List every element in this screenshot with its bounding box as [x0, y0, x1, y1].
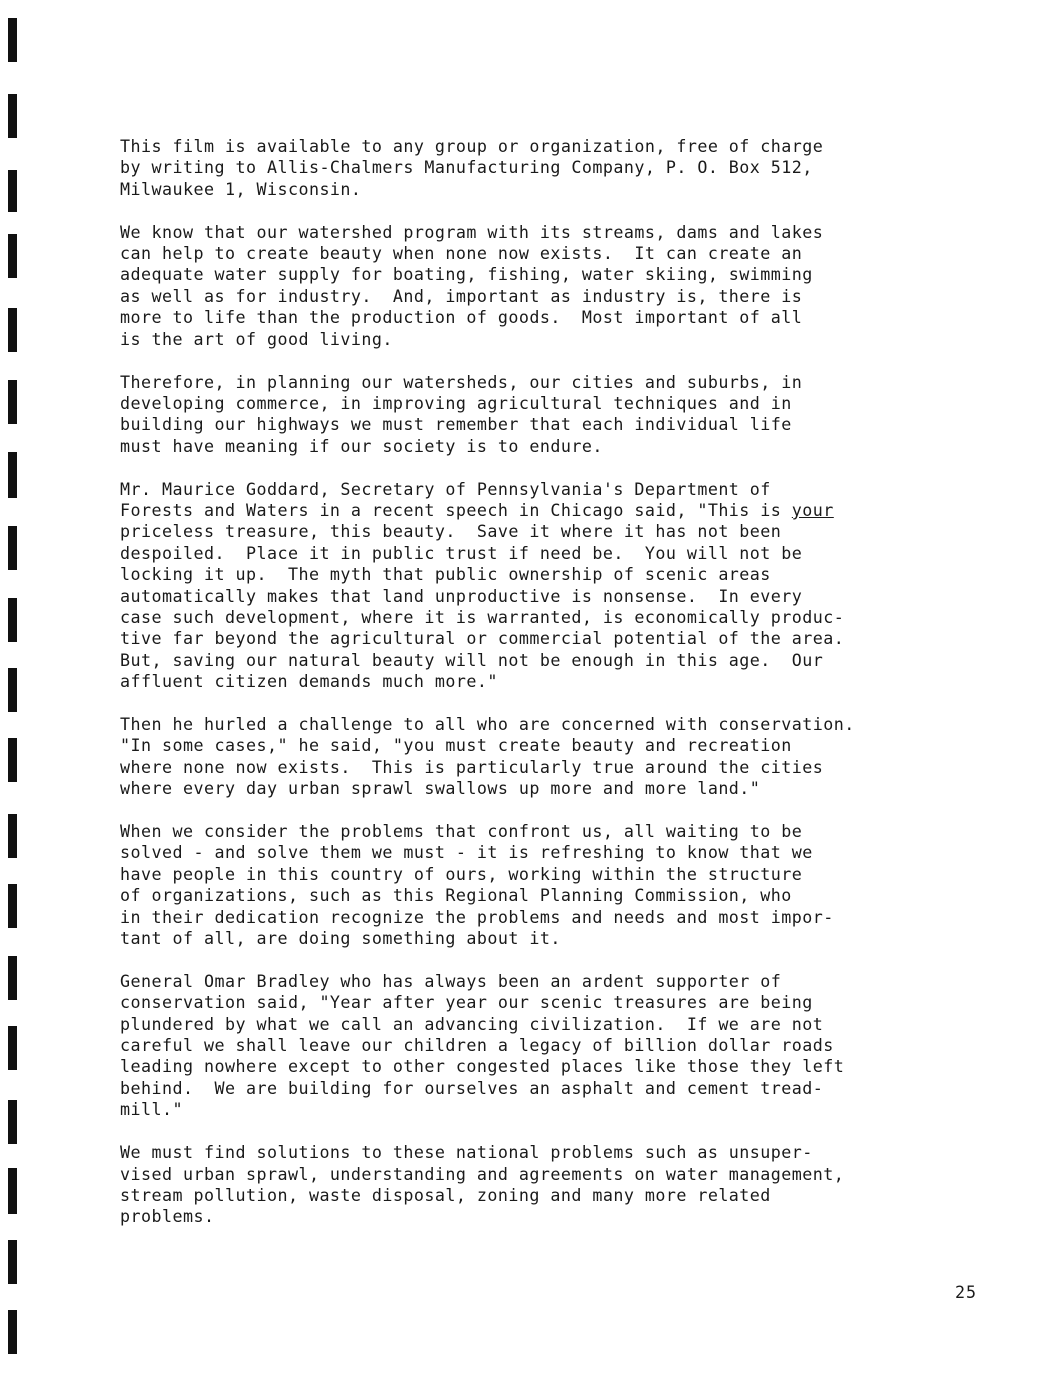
- text-line: When we consider the problems that confront us, all waiting to be: [120, 821, 803, 842]
- text-line: But, saving our natural beauty will not be enough in this age. Our: [120, 649, 824, 670]
- text-line: vised urban sprawl, understanding and agreements on water management,: [120, 1163, 845, 1184]
- text-line: We must find solutions to these national problems such as unsuper-: [120, 1142, 813, 1163]
- text-line: tant of all, are doing something about it.: [120, 928, 561, 948]
- text-line: tive far beyond the agricultural or commercial potential of the area.: [120, 628, 845, 649]
- text-line: as well as for industry. And, important as industry is, there is: [120, 285, 803, 306]
- binding-mark: [8, 668, 17, 712]
- text-line: Mr. Maurice Goddard, Secretary of Pennsylvania's Department of: [120, 478, 771, 499]
- text-line: We know that our watershed program with its streams, dams and lakes: [120, 221, 824, 242]
- paragraph-challenge: [120, 714, 1000, 800]
- text-line: Then he hurled a challenge to all who are concerned with conservation.: [120, 713, 855, 734]
- text-line: building our highways we must remember that each individual life: [120, 414, 792, 435]
- text-line: in their dedication recognize the problems and needs and most impor-: [120, 906, 834, 927]
- binding-mark: [8, 1240, 17, 1284]
- text-line: more to life than the production of goods. Most important of all: [120, 307, 803, 328]
- text-line: adequate water supply for boating, fishing, water skiing, swimming: [120, 264, 813, 285]
- binding-mark: [8, 526, 17, 570]
- text-segment: Forests and Waters in a recent speech in Chicago said, "This is: [120, 499, 792, 520]
- paragraph-goddard-quote: [120, 479, 1000, 693]
- text-line: This film is available to any group or organization, free of charge: [120, 136, 824, 156]
- binding-mark: [8, 452, 17, 498]
- text-line: careful we shall leave our children a legacy of billion dollar roads: [120, 1035, 834, 1056]
- binding-mark: [8, 738, 17, 782]
- text-line: despoiled. Place it in public trust if need be. You will not be: [120, 542, 803, 563]
- page-content: [120, 136, 1000, 1249]
- binding-mark: [8, 814, 17, 858]
- binding-mark: [8, 18, 17, 62]
- text-line: where none now exists. This is particularly true around the cities: [120, 756, 824, 777]
- binding-mark: [8, 234, 17, 278]
- paragraph-solutions: [120, 1142, 1000, 1228]
- text-line: have people in this country of ours, working within the structure: [120, 863, 803, 884]
- paragraph-bradley-quote: [120, 971, 1000, 1121]
- text-line: plundered by what we call an advancing civilization. If we are not: [120, 1013, 824, 1034]
- binding-mark: [8, 1026, 17, 1070]
- text-line: is the art of good living.: [120, 328, 393, 349]
- text-line: automatically makes that land unproductive is nonsense. In every: [120, 585, 803, 606]
- text-line: behind. We are building for ourselves an asphalt and cement tread-: [120, 1077, 824, 1098]
- paragraph-watershed-program: [120, 222, 1000, 350]
- paragraph-problems: [120, 821, 1000, 949]
- text-line: problems.: [120, 1206, 215, 1227]
- underlined-word: your: [791, 499, 834, 520]
- text-line: leading nowhere except to other congested places like those they left: [120, 1056, 845, 1077]
- binding-mark: [8, 170, 17, 212]
- binding-mark: [8, 94, 17, 138]
- binding-mark: [8, 884, 17, 928]
- text-line: Therefore, in planning our watersheds, our cities and suburbs, in: [120, 371, 803, 392]
- text-line: case such development, where it is warranted, is economically produc-: [120, 606, 845, 627]
- binding-mark: [8, 598, 17, 642]
- text-line: where every day urban sprawl swallows up more and more land.": [120, 778, 761, 799]
- text-line: must have meaning if our society is to endure.: [120, 435, 603, 456]
- binding-mark: [8, 380, 17, 424]
- text-line: stream pollution, waste disposal, zoning and many more related: [120, 1184, 771, 1205]
- binding-mark: [8, 308, 17, 352]
- binding-mark: [8, 1100, 17, 1144]
- binding-marks: [0, 0, 40, 1380]
- paragraph-film-availability: [120, 136, 1000, 200]
- text-line: affluent citizen demands much more.": [120, 671, 498, 692]
- text-line: [120, 500, 1000, 521]
- text-line: conservation said, "Year after year our scenic treasures are being: [120, 992, 813, 1013]
- text-line: priceless treasure, this beauty. Save it where it has not been: [120, 521, 782, 542]
- text-line: can help to create beauty when none now exists. It can create an: [120, 243, 803, 264]
- text-line: of organizations, such as this Regional Planning Commission, who: [120, 885, 792, 906]
- text-line: mill.": [120, 1099, 183, 1120]
- binding-mark: [8, 956, 17, 1000]
- text-line: General Omar Bradley who has always been an ardent supporter of: [120, 970, 782, 991]
- binding-mark: [8, 1168, 17, 1214]
- text-line: solved - and solve them we must - it is refreshing to know that we: [120, 842, 813, 863]
- text-line: developing commerce, in improving agricultural techniques and in: [120, 392, 792, 413]
- text-line: locking it up. The myth that public ownership of scenic areas: [120, 564, 771, 585]
- page-number: 25: [955, 1282, 978, 1302]
- binding-mark: [8, 1310, 17, 1354]
- text-line: Milwaukee 1, Wisconsin.: [120, 178, 362, 199]
- text-line: by writing to Allis-Chalmers Manufacturing Company, P. O. Box 512,: [120, 157, 813, 178]
- text-line: "In some cases," he said, "you must create beauty and recreation: [120, 735, 792, 756]
- paragraph-planning: [120, 372, 1000, 458]
